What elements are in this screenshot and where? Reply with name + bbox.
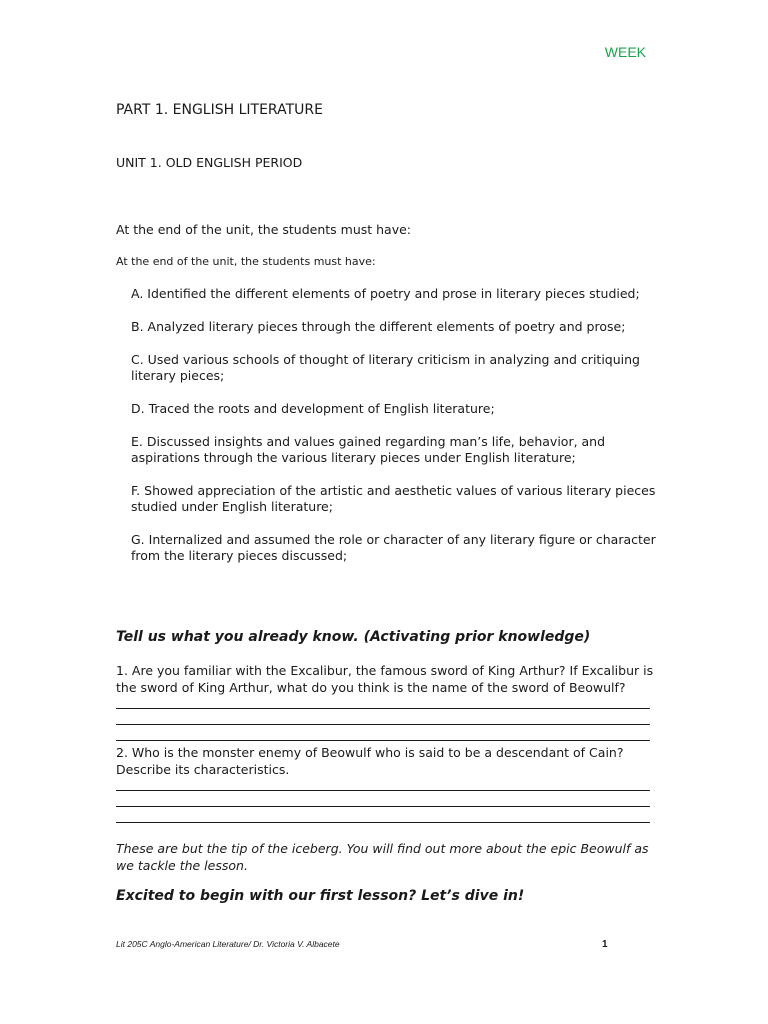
answer-line bbox=[116, 790, 650, 791]
intro-line-1: At the end of the unit, the students must have: bbox=[116, 222, 412, 237]
objective-c: C. Used various schools of thought of literary criticism in analyzing and critiquing literary pieces; bbox=[131, 352, 640, 383]
objective-f: F. Showed appreciation of the artistic and aesthetic values of various literary pieces studied under English literature; bbox=[131, 483, 656, 514]
footer-page-number: 1 bbox=[602, 939, 608, 950]
excited-line: Excited to begin with our first lesson? Let’s dive in! bbox=[116, 888, 525, 904]
answer-line bbox=[116, 822, 650, 823]
closing-text: These are but the tip of the iceberg. You will find out more about the epic Beowulf as we tackle the lesson. bbox=[116, 841, 649, 873]
answer-line bbox=[116, 740, 650, 741]
footer-course: Lit 205C Anglo-American Literature/ Dr. Victoria V. Albacete bbox=[116, 939, 340, 949]
unit-heading: UNIT 1. OLD ENGLISH PERIOD bbox=[116, 155, 303, 170]
activating-heading: Tell us what you already know. (Activating prior knowledge) bbox=[116, 629, 591, 645]
intro-line-2: At the end of the unit, the students must have: bbox=[116, 255, 376, 268]
objective-d: D. Traced the roots and development of English literature; bbox=[131, 401, 495, 416]
part-heading: PART 1. ENGLISH LITERATURE bbox=[116, 102, 323, 118]
objective-a: A. Identified the different elements of poetry and prose in literary pieces studied; bbox=[131, 286, 640, 301]
answer-line bbox=[116, 806, 650, 807]
answer-line bbox=[116, 708, 650, 709]
week-label: WEEK bbox=[604, 44, 646, 60]
objective-g: G. Internalized and assumed the role or character of any literary figure or character from the literary pieces discussed; bbox=[131, 532, 656, 563]
objective-e: E. Discussed insights and values gained regarding man’s life, behavior, and aspirations through the various literary pieces under English literature; bbox=[131, 434, 606, 465]
question-1: 1. Are you familiar with the Excalibur, the famous sword of King Arthur? If Excalibur is the sword of King Arthur, what do you think is the name of the sword of Beowulf? bbox=[116, 663, 654, 695]
objective-b: B. Analyzed literary pieces through the different elements of poetry and prose; bbox=[131, 319, 626, 334]
answer-line bbox=[116, 724, 650, 725]
objectives-list bbox=[131, 286, 656, 581]
question-2: 2. Who is the monster enemy of Beowulf who is said to be a descendant of Cain? Describe its characteristics. bbox=[116, 745, 624, 777]
